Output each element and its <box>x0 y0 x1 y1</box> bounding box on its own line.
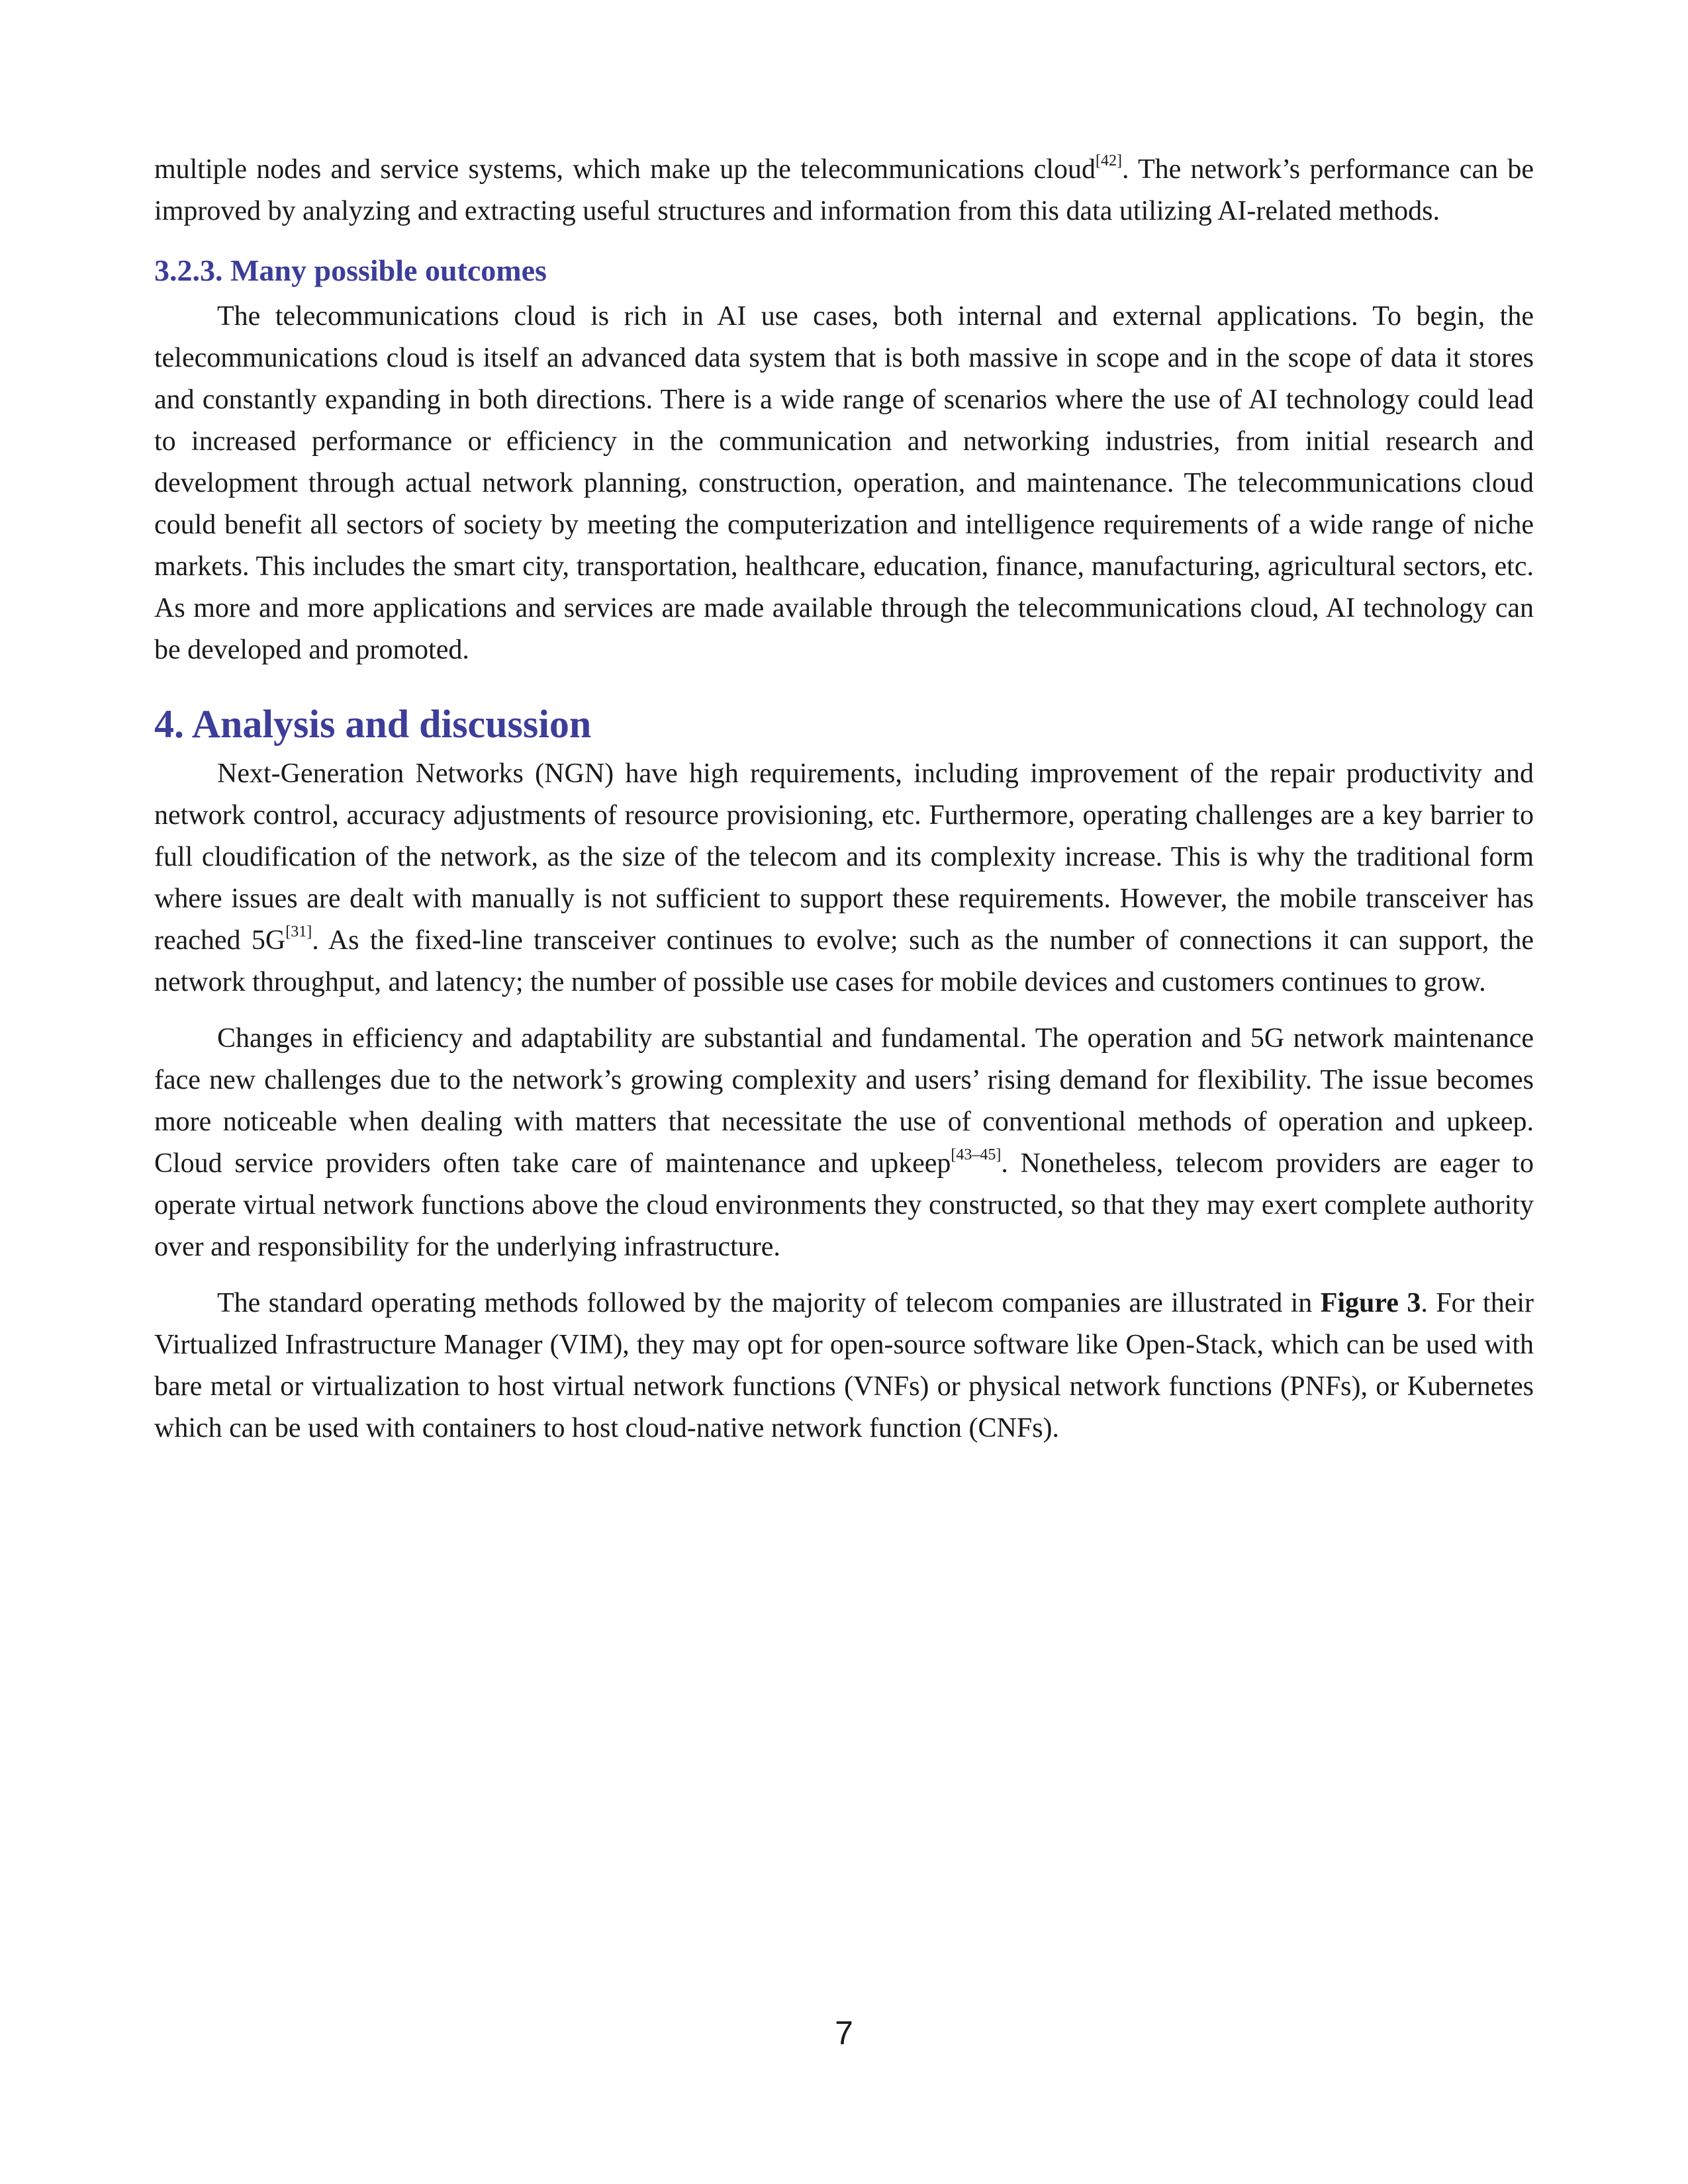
page-body <box>154 149 1534 1449</box>
subsection-heading: 3.2.3. Many possible outcomes <box>154 253 547 287</box>
paragraph-text: The standard operating methods followed by the majority of telecom companies are illustrated in <box>217 1288 1321 1318</box>
figure-reference[interactable]: Figure 3 <box>1320 1288 1421 1318</box>
section-paragraph-3 <box>154 1283 1534 1449</box>
paragraph-text: Next-Generation Networks (NGN) have high requirements, including improvement of the repair productivity and network control, accuracy adjustments of resource provisioning, etc. Furthermore, operating challenges are a key barrier to full cloudification of the network, as the size of the telecom and its complexity increase. This is why the traditional form where issues are dealt with manually is not sufficient to support these requirements. However, the mobile transceiver has reached 5G <box>154 758 1534 956</box>
paragraph-text-continued: . As the fixed-line transceiver continues to evolve; such as the number of connections it can support, the network throughput, and latency; the number of possible use cases for mobile devices and customers continues to grow. <box>154 925 1534 997</box>
citation[interactable]: [43–45] <box>951 1146 1002 1163</box>
intro-text: multiple nodes and service systems, which make up the telecommunications cloud <box>154 154 1096 185</box>
intro-paragraph <box>154 149 1534 232</box>
section-paragraph-1 <box>154 753 1534 1003</box>
section-paragraph-2 <box>154 1018 1534 1268</box>
subsection-paragraph: The telecommunications cloud is rich in AI use cases, both internal and external applications. To begin, the telecommunications cloud is itself an advanced data system that is both massive in scope and in the scope of data it stores and constantly expanding in both directions. There is a wide range of scenarios where the use of AI technology could lead to increased performance or efficiency in the communication and networking industries, from initial research and development through actual network planning, construction, operation, and maintenance. The telecommunications cloud could benefit all sectors of society by meeting the computerization and intelligence requirements of a wide range of niche markets. This includes the smart city, transportation, healthcare, education, finance, manufacturing, agricultural sectors, etc. As more and more applications and services are made available through the telecommunications cloud, AI technology can be developed and promoted. <box>154 301 1534 665</box>
paragraph-text: Changes in efficiency and adaptability are substantial and fundamental. The operation and 5G network maintenance face new challenges due to the network’s growing complexity and users’ rising demand for flexibility. The issue becomes more noticeable when dealing with matters that necessitate the use of conventional methods of operation and upkeep. Cloud service providers often take care of maintenance and upkeep <box>154 1023 1534 1179</box>
paragraph-text-continued: . Nonetheless, telecom providers are eager to operate virtual network functions above the cloud environments they constructed, so that they may exert complete authority over and responsibility for the underlying infrastructure. <box>154 1148 1534 1262</box>
citation[interactable]: [31] <box>285 923 312 940</box>
paragraph-text-continued: . For their Virtualized Infrastructure Manager (VIM), they may opt for open-source software like Open-Stack, which can be used with bare metal or virtualization to host virtual network functions (VNFs) or physical network functions (PNFs), or Kubernetes which can be used with containers to host cloud-native network function (CNFs). <box>154 1288 1534 1443</box>
page-number: 7 <box>835 2015 853 2052</box>
section-heading: 4. Analysis and discussion <box>154 702 592 746</box>
citation[interactable]: [42] <box>1095 152 1122 169</box>
intro-text-continued: . The network’s performance can be improved by analyzing and extracting useful structures and information from this data utilizing AI-related methods. <box>154 154 1534 226</box>
